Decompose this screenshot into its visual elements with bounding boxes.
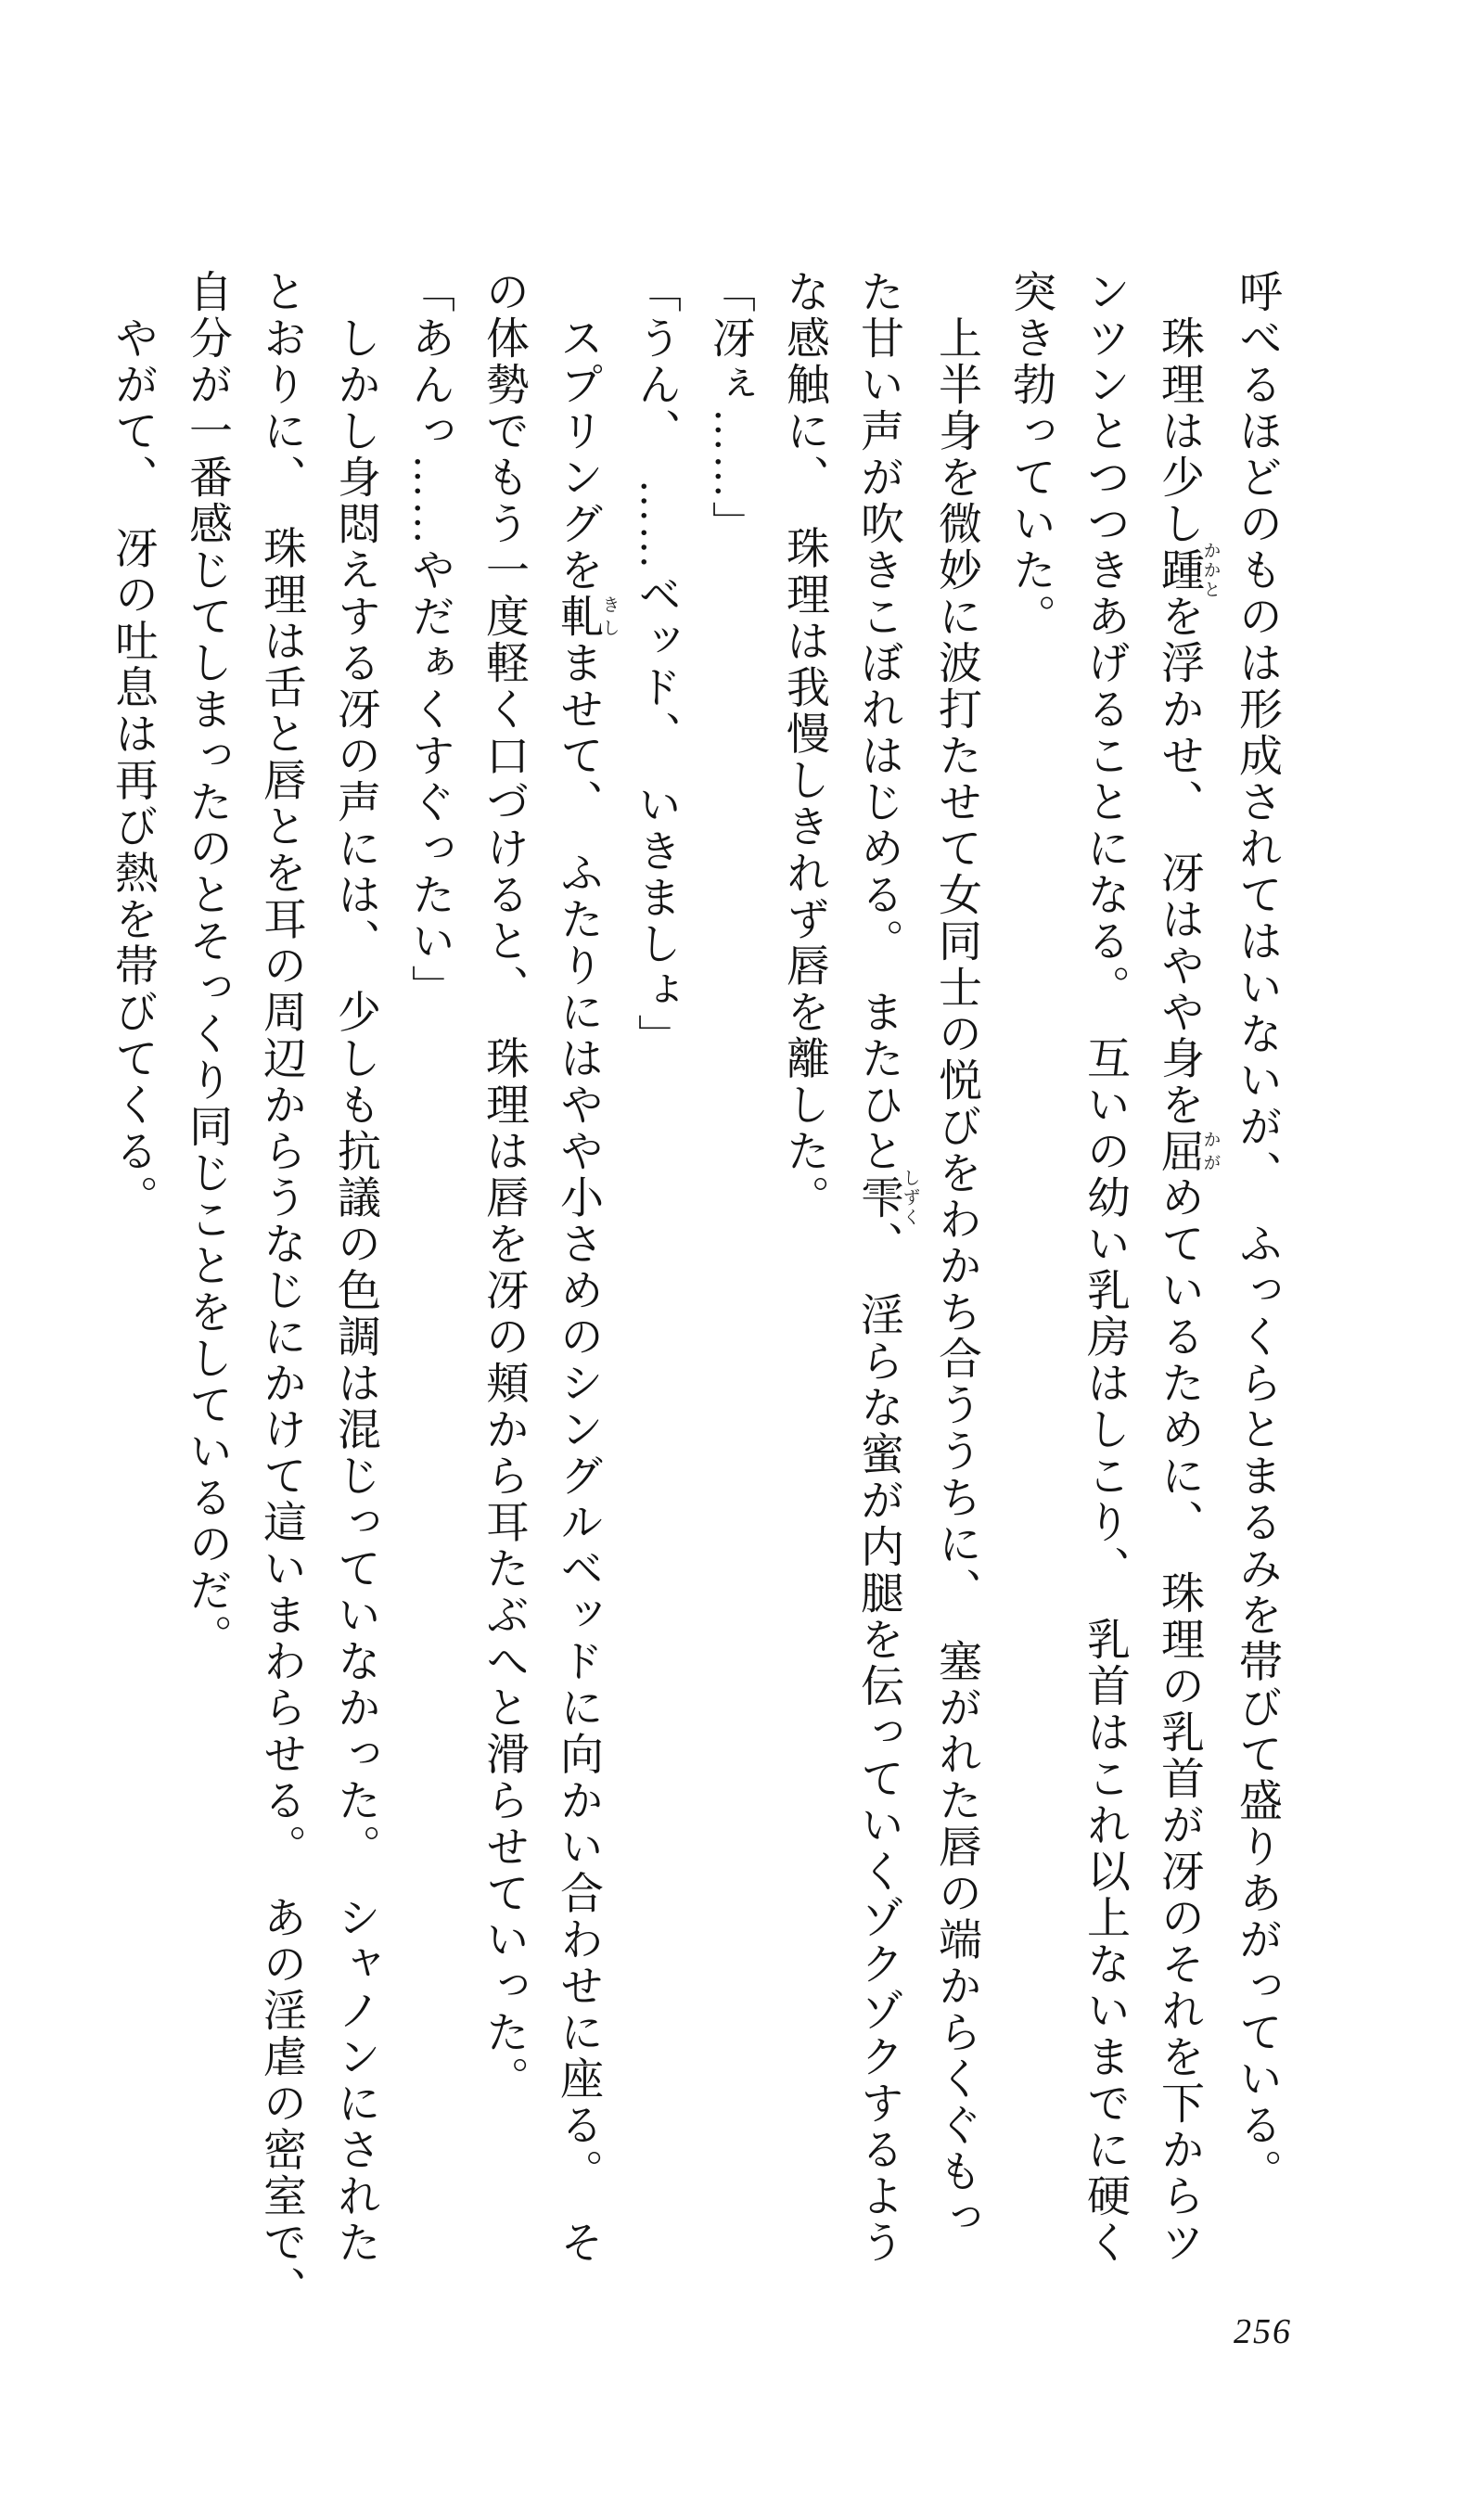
text-column-9: 「うん、 ……ベッド、 いきましょ」 bbox=[632, 269, 680, 1060]
text-column-11: の体勢でもう一度軽く口づけると、 珠理は唇を冴の頬から耳たぶへと滑らせていった。 bbox=[480, 269, 528, 2103]
text-column-15: 自分が一番感じてしまったのとそっくり同じことをしているのだ。 bbox=[183, 269, 231, 1660]
text-column-14: とおりに、 珠理は舌と唇とを耳の周辺からうなじにかけて這いまわらせる。 あの淫虐の密室で、 bbox=[257, 269, 305, 2312]
text-column-7: な感触に、 珠理は我慢しきれず唇を離した。 bbox=[780, 269, 828, 1222]
text-column-8: 「冴ぇ……」 bbox=[706, 269, 754, 547]
text-column-6: た甘い声が吹きこぼれはじめる。 またひと雫しずく、 淫らな蜜が内腿を伝っていくゾクゾクするよう bbox=[854, 269, 920, 2266]
furigana-ruby: 踵かかと bbox=[1155, 541, 1221, 600]
text-column-1: 呼べるほどのものは形成されてはいないが、 ふっくらとまるみを帯びて盛りあがっている。 bbox=[1233, 269, 1281, 2195]
furigana-ruby: 雫しずく bbox=[854, 1169, 920, 1227]
text-column-16: やがて、 冴の吐息は再び熱を帯びてくる。 bbox=[109, 269, 157, 1222]
text-column-4: 突き勃っていた。 bbox=[1006, 269, 1055, 640]
furigana-ruby: 屈かが bbox=[1155, 1128, 1221, 1175]
text-column-12: 「あんっ……やだぁくすぐったい」 bbox=[405, 269, 454, 1011]
text-column-10: スプリングを軋きしませて、 ふたりにはやや小さめのシングルベッドに向かい合わせに座る。 そ bbox=[554, 269, 620, 2266]
page-number: 256 bbox=[1234, 2312, 1292, 2351]
text-column-2: 珠理は少し踵かかとを浮かせ、 冴はやや身を屈かがめているために、 珠理の乳首が冴のそれを下からツ bbox=[1155, 269, 1221, 2266]
text-column-3: ンツンとつつきあげることになる。 互いの幼い乳房はしこり、 乳首はこれ以上ないまでに硬く bbox=[1081, 269, 1129, 2266]
text-block bbox=[96, 269, 1294, 2361]
furigana-ruby: 軋きし bbox=[554, 594, 620, 640]
text-column-5: 上半身を微妙に波打たせて女同士の悦びをわかち合ううちに、 塞がれた唇の端からくぐもっ bbox=[932, 269, 980, 2242]
text-column-13: しかし身悶えする冴の声には、 少しも抗議の色調は混じっていなかった。 シャノンにされた bbox=[331, 269, 379, 2266]
